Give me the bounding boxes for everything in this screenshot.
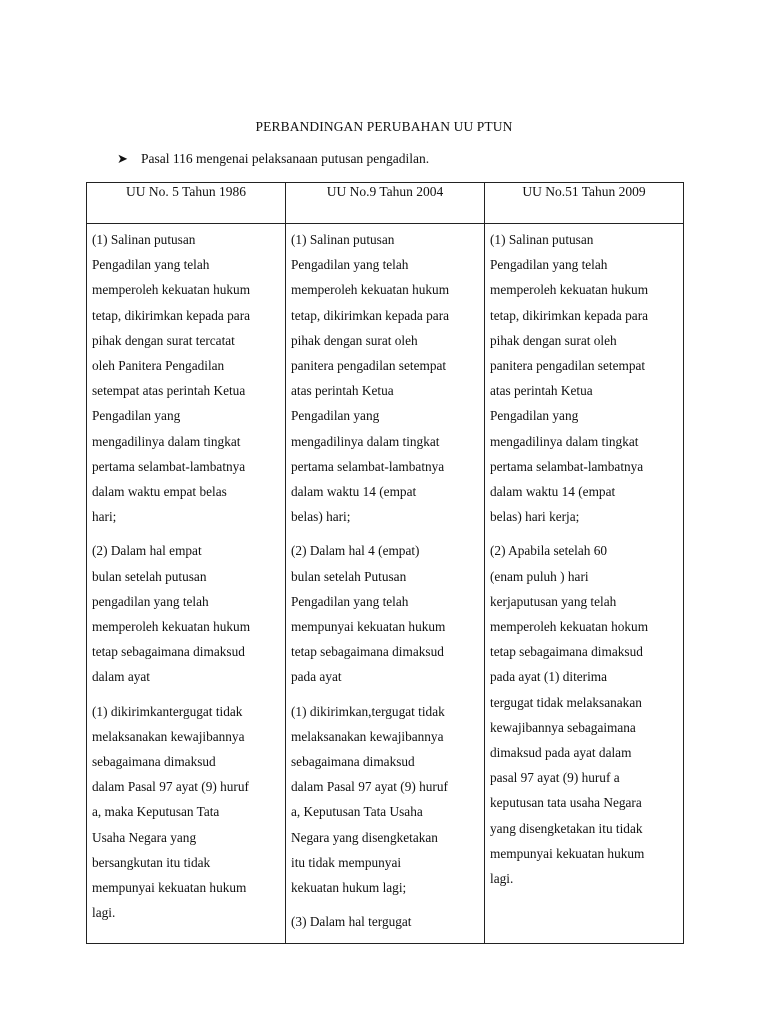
bullet-text: Pasal 116 mengenai pelaksanaan putusan pengadilan. — [141, 151, 430, 166]
arrow-bullet-icon: ➤ — [117, 151, 128, 166]
comparison-table — [86, 182, 684, 944]
column-header-uu-2004: UU No.9 Tahun 2004 — [286, 183, 485, 224]
paragraph: (3) Dalam hal tergugat — [291, 914, 412, 930]
paragraph: (1) Salinan putusan Pengadilan yang telah memperoleh kekuatan hukum tetap, dikirimkan kepada para pihak dengan surat oleh panitera pengadilan setempat atas perintah Ketua Pengadilan yang mengadilinya dalam tingkat pertama selambat-lambatnya dalam waktu 14 (empat belas) hari; — [291, 232, 450, 525]
paragraph: (1) dikirimkan,tergugat tidak melaksanakan kewajibannya sebagaimana dimaksud dalam Pasal 97 ayat (9) huruf a, Keputusan Tata Usaha Negara yang disengketakan itu tidak mempunyai kekuatan hukum lagi; — [291, 703, 448, 896]
paragraph: (2) Dalam hal empat bulan setelah putusan pengadilan yang telah memperoleh kekuatan hukum tetap sebagaimana dimaksud dalam ayat — [92, 543, 251, 685]
bullet-item — [117, 151, 429, 167]
cell-uu-1986 — [87, 224, 286, 944]
cell-uu-2009 — [485, 224, 684, 944]
table-row — [87, 224, 684, 944]
document-title: PERBANDINGAN PERUBAHAN UU PTUN — [255, 119, 513, 134]
paragraph: (1) Salinan putusan Pengadilan yang telah memperoleh kekuatan hukum tetap, dikirimkan kepada para pihak dengan surat oleh panitera pengadilan setempat atas perintah Ketua Pengadilan yang mengadilinya dalam tingkat pertama selambat-lambatnya dalam waktu 14 (empat belas) hari kerja; — [490, 232, 649, 525]
column-header-uu-1986: UU No. 5 Tahun 1986 — [87, 183, 286, 224]
column-header-uu-2009: UU No.51 Tahun 2009 — [485, 183, 684, 224]
paragraph: (2) Apabila setelah 60 (enam puluh ) hari kerjaputusan yang telah memperoleh kekuatan hokum tetap sebagaimana dimaksud pada ayat (1) diterima tergugat tidak melaksanakan kewajibannya sebagaimana dimaksud pada ayat dalam pasal 97 ayat (9) huruf a keputusan tata usaha Negara yang disengketakan itu tidak mempunyai kekuatan hukum lagi. — [490, 543, 649, 887]
cell-uu-2004 — [286, 224, 485, 944]
paragraph: (2) Dalam hal 4 (empat) bulan setelah Putusan Pengadilan yang telah mempunyai kekuatan hukum tetap sebagaimana dimaksud pada ayat — [291, 543, 446, 685]
paragraph: (1) Salinan putusan Pengadilan yang telah memperoleh kekuatan hukum tetap, dikirimkan kepada para pihak dengan surat tercatat oleh Panitera Pengadilan setempat atas perintah Ketua Pengadilan yang mengadilinya dalam tingkat pertama selambat-lambatnya dalam waktu empat belas hari; — [92, 232, 251, 525]
paragraph: (1) dikirimkantergugat tidak melaksanakan kewajibannya sebagaimana dimaksud dalam Pasal 97 ayat (9) huruf a, maka Keputusan Tata Usaha Negara yang bersangkutan itu tidak mempunyai kekuatan hukum lagi. — [92, 703, 249, 921]
table-header-row — [87, 183, 684, 224]
